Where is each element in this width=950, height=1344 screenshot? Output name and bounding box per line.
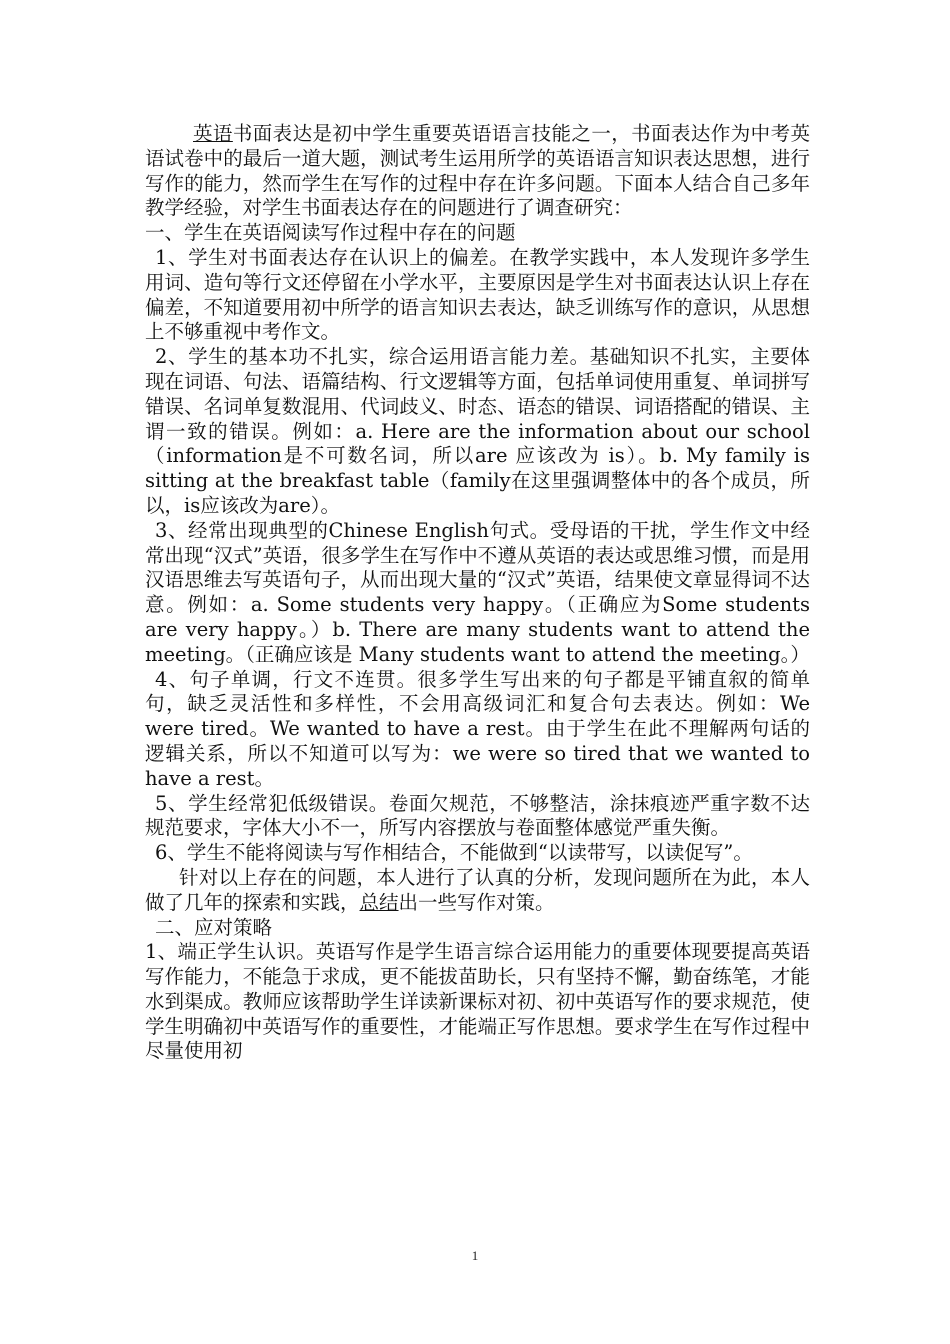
analysis-paragraph: 针对以上存在的问题，本人进行了认真的分析，发现问题所在为此，本人做了几年的探索和实践，总结出一些写作对策。 [145, 865, 810, 914]
problem-item-4: 4、句子单调，行文不连贯。很多学生写出来的句子都是平铺直叙的简单句，缺乏灵活性和多样性，不会用高级词汇和复合句去表达。例如：We were tired。We wanted to have a rest。由于学生在此不理解两句话的逻辑关系，所以不知道可以写为：we were so tired that we wanted to have a rest。 [145, 667, 810, 790]
strategy-item-1: 1、端正学生认识。英语写作是学生语言综合运用能力的重要体现要提高英语写作能力，不能急于求成，更不能拔苗助长，只有坚持不懈，勤奋练笔，才能水到渠成。教师应该帮助学生详读新课标对初、初中英语写作的要求规范，使学生明确初中英语写作的重要性，才能端正写作思想。要求学生在写作过程中尽量使用初 [145, 940, 810, 1063]
page-number: 1 [471, 1248, 479, 1263]
problem-item-2: 2、学生的基本功不扎实，综合运用语言能力差。基础知识不扎实，主要体现在词语、句法、语篇结构、行文逻辑等方面，包括单词使用重复、单词拼写错误、名词单复数混用、代词歧义、时态、语态的错误、词语搭配的错误、主谓一致的错误。例如：a. Here are the information about our school（information是不可数名词，所以are 应该改为 is）。b. My family is sitting at the breakfast table（family在这里强调整体中的各个成员，所以，is应该改为are）。 [145, 345, 810, 517]
problem-item-1: 1、学生对书面表达存在认识上的偏差。在教学实践中，本人发现许多学生用词、造句等行文还停留在小学水平，主要原因是学生对书面表达认识上存在偏差，不知道要用初中所学的语言知识去表达，缺乏训练写作的意识，从思想上不够重视中考作文。 [145, 245, 810, 344]
problem-item-3: 3、经常出现典型的Chinese English句式。受母语的干扰，学生作文中经常出现“汉式”英语，很多学生在写作中不遵从英语的表达或思维习惯，而是用汉语思维去写英语句子，从而出现大量的“汉式”英语，结果使文章显得词不达意。例如：a. Some students very happy。（正确应为Some students are very happy。）b. There are many students want to attend the meeting。（正确应该是 Many students want to attend the meeting。） [145, 518, 810, 666]
problem-item-6: 6、学生不能将阅读与写作相结合，不能做到“以读带写，以读促写”。 [155, 841, 753, 865]
intro-paragraph: 英语书面表达是初中学生重要英语语言技能之一，书面表达作为中考英语试卷中的最后一道大题，测试考生运用所学的英语语言知识表达思想，进行写作的能力，然而学生在写作的过程中存在许多问题。下面本人结合自己多年教学经验，对学生书面表达存在的问题进行了调查研究： [145, 122, 810, 220]
problem-item-5: 5、学生经常犯低级错误。卷面欠规范，不够整洁，涂抹痕迹严重字数不达规范要求，字体大小不一，所写内容摆放与卷面整体感觉严重失衡。 [145, 791, 810, 840]
link-summary[interactable]: 总结 [359, 890, 399, 914]
link-english[interactable]: 英语 [193, 122, 233, 145]
section-heading-problems: 一、学生在英语阅读写作过程中存在的问题 [145, 221, 516, 245]
body-text [145, 122, 810, 1064]
section-heading-strategies: 二、应对策略 [155, 915, 273, 939]
